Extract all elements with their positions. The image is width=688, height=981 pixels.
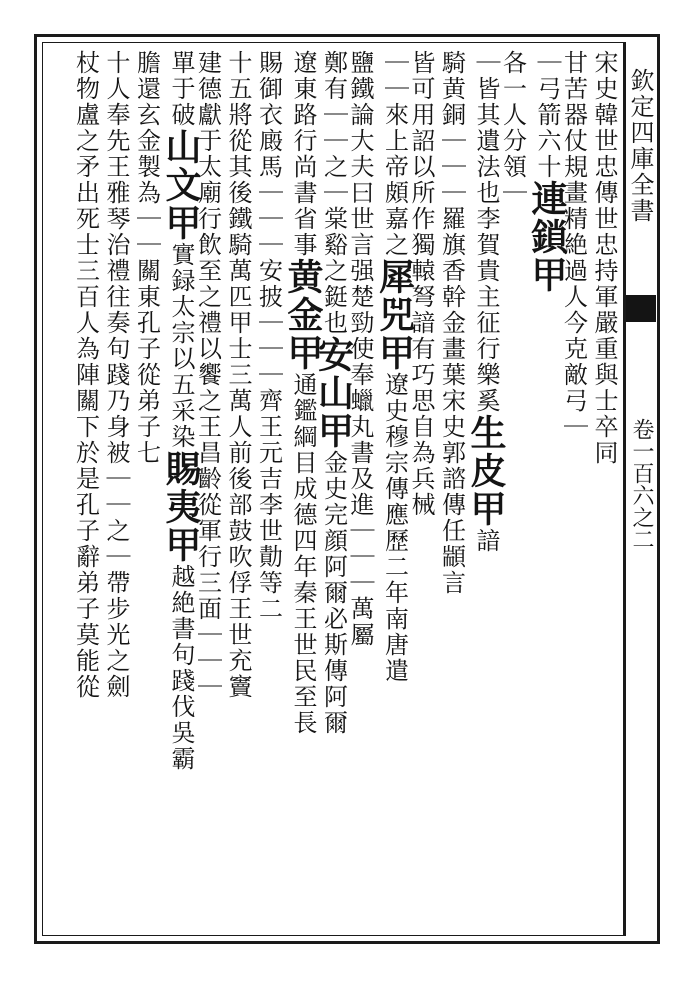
entry-text: 宋史郭諮傳任顓言 xyxy=(437,388,466,596)
entry-heading: 生皮甲 xyxy=(465,414,507,528)
entry-text: 諳 xyxy=(472,528,500,554)
entry-text: 關東孔子從弟子七 xyxy=(132,258,161,466)
text-column xyxy=(526,50,568,930)
entry-text: 遼東路行尚書省事 xyxy=(289,50,317,258)
fishtail-rule xyxy=(626,321,656,332)
text-column xyxy=(373,50,416,930)
book-title: 欽定四庫全書 xyxy=(626,68,654,224)
entry-text: ｜皆其遺法也李賀貴主征行樂奚 xyxy=(472,50,500,414)
entry-text: 通鑑綱目成德四年秦王世民至長 xyxy=(289,372,317,736)
text-column xyxy=(465,50,507,930)
entry-text: 十五將從其後鐵騎萬匹甲士三萬人前後部鼓吹俘王世充竇 xyxy=(224,50,252,700)
entry-text: 安披｜｜｜齊王元吉李世勣等二 xyxy=(254,258,283,622)
entry-text: 膽還 xyxy=(132,50,161,102)
text-column xyxy=(590,50,618,930)
entry-text: 十人奉先王雅琴治禮往奏句踐乃身被｜｜之｜帶步光之劍 xyxy=(102,50,130,700)
entry-text: 玄金製為｜｜ xyxy=(132,102,161,258)
entry-heading: 連鎖甲 xyxy=(526,180,568,294)
text-column xyxy=(102,50,130,930)
entry-text: 賜御衣廄馬｜｜｜ xyxy=(254,50,283,258)
entry-text: 實録太宗以五采染 xyxy=(167,242,195,450)
entry-heading: 山文甲 xyxy=(160,128,202,242)
entry-text: 鹽鐵論大夫曰世言强楚勁 xyxy=(346,50,374,336)
entry-text: 甘苦器仗規畫精絶過人今克敵弓｜ xyxy=(559,50,588,440)
fishtail-mark xyxy=(626,295,656,321)
entry-text: 金史完顔阿爾必斯傳阿爾 xyxy=(319,450,348,736)
text-column xyxy=(255,50,283,930)
entry-text: 使奉蠟丸書及進｜｜｜萬屬 xyxy=(346,336,374,648)
entry-text: 宋史韓世忠傳世忠持軍嚴重與士卒同 xyxy=(590,50,618,466)
entry-heading: 安山甲 xyxy=(312,336,355,450)
entry-text: 鄭有｜｜之｜棠谿之鋌也 xyxy=(319,50,348,336)
entry-text: 騎黄銅｜｜｜羅旗香幹金畫葉 xyxy=(437,50,466,388)
volume-label: 卷一百六之二 xyxy=(629,418,654,550)
entry-text: 越絶書句踐伐吳霸 xyxy=(167,564,195,772)
text-column xyxy=(133,50,161,930)
text-column xyxy=(438,50,466,930)
entry-text: 杖物盧之矛出死士三百人為陣關下於是孔子辭弟子莫能從 xyxy=(71,50,100,700)
entry-text: ｜｜來上帝頗嘉之 xyxy=(380,50,409,258)
entry-text: ｜弓箭六十 xyxy=(533,50,561,180)
entry-heading: 賜夷甲 xyxy=(160,450,202,564)
entry-heading: 黄金甲 xyxy=(282,258,324,372)
entry-text: 各一人分領｜ xyxy=(498,50,527,206)
entry-text: 建德獻于太廟行飲至之禮以饗之王昌齡從軍行三面｜｜｜ xyxy=(193,50,222,700)
text-column xyxy=(72,50,100,930)
entry-text: 諳有巧思自為兵械 xyxy=(407,310,435,518)
text-column xyxy=(224,50,252,930)
entry-heading: 犀兕甲 xyxy=(373,258,416,372)
text-column xyxy=(160,50,202,930)
entry-text: 遼史穆宗傳應歷二年南唐遣 xyxy=(380,372,409,684)
entry-text: 皆可用詔以所作獨轅弩 xyxy=(407,50,435,310)
entry-text: 單于破 xyxy=(167,50,195,128)
text-column xyxy=(282,50,324,930)
